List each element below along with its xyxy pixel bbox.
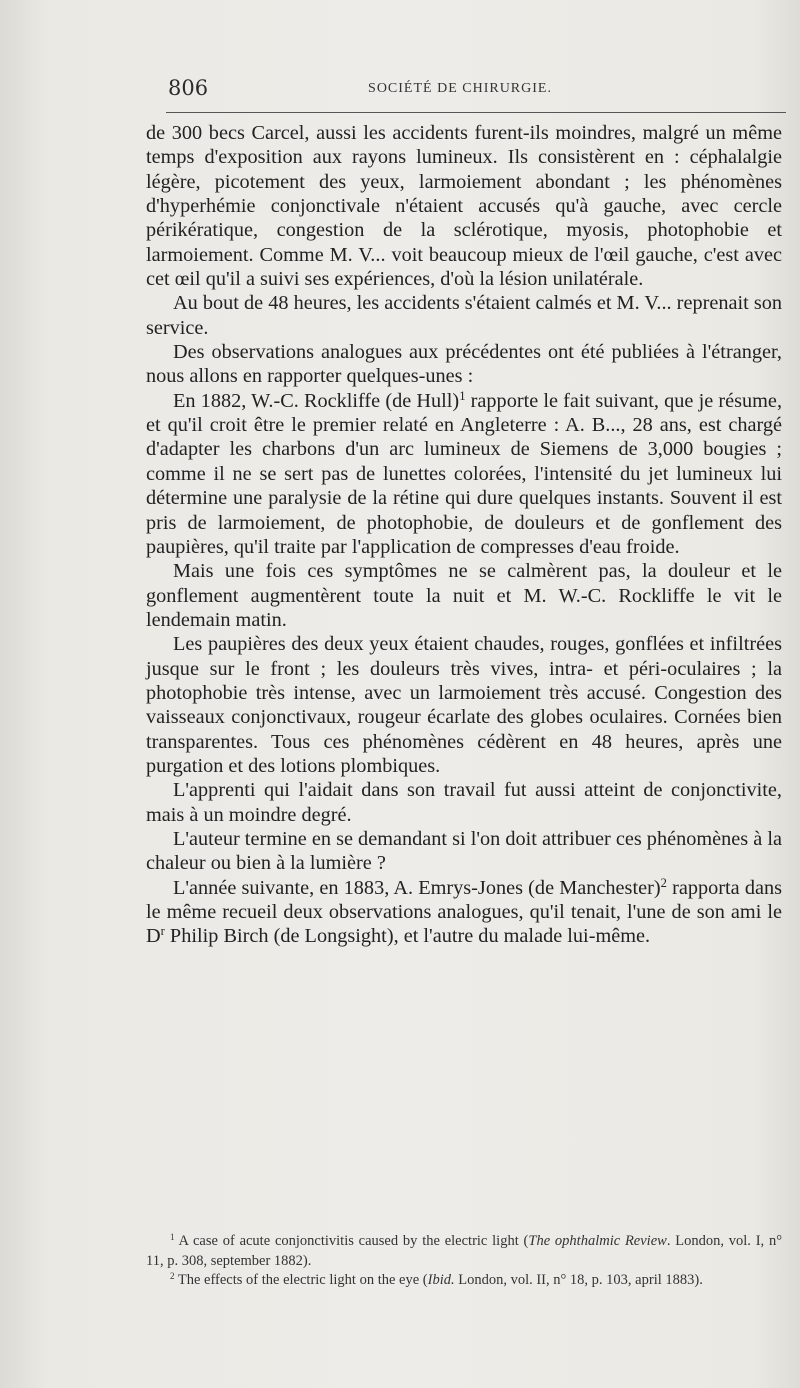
body-text xyxy=(146,121,782,949)
footnote-text: . London, vol. I, n° 11, p. 308, september 1882). xyxy=(146,1233,783,1269)
footnote-text: The effects of the electric light on the eye ( xyxy=(174,1272,428,1288)
page-header xyxy=(128,76,792,102)
footnote xyxy=(146,1232,782,1271)
header-rule xyxy=(166,112,786,113)
footnote-ref: 2 xyxy=(660,875,667,890)
paragraph: L'auteur termine en se demandant si l'on doit attribuer ces phénomènes à la chaleur ou bien à la lumière ? xyxy=(146,827,782,875)
footnote-ref: 1 xyxy=(459,388,466,403)
paragraph: Les paupières des deux yeux étaient chaudes, rouges, gonflées et infiltrées jusque sur le front ; les douleurs très vives, intra- et péri-oculaires ; la photophobie très intense, avec un larmoiement très accusé. Congestion des vaisseaux conjonctivaux, rougeur écarlate des globes oculaires. Cornées bien transparentes. Tous ces phénomènes cédèrent en 48 heures, après une purgation et des lotions plombiques. xyxy=(146,633,782,777)
running-head: SOCIÉTÉ DE CHIRURGIE. xyxy=(368,81,552,96)
footnote-text: A case of acute conjonctivitis caused by the electric light ( xyxy=(174,1233,529,1249)
footnote-text: London, vol. II, n° 18, p. 103, april 1883). xyxy=(454,1272,703,1288)
paragraph: Mais une fois ces symptômes ne se calmèrent pas, la douleur et le gonflement augmentèrent toute la nuit et M. W.-C. Rockliffe le vit le lendemain matin. xyxy=(146,560,782,631)
paragraph-text: rapporta dans le même recueil deux observations analogues, qu'il tenait, l'une de son ami le D xyxy=(146,876,782,948)
paragraph-text: L'année suivante, en 1883, A. Emrys-Jones (de Manchester) xyxy=(173,876,661,899)
paragraph: Au bout de 48 heures, les accidents s'étaient calmés et M. V... reprenait son service. xyxy=(146,292,782,339)
paragraph-text: Philip Birch (de Longsight), et l'autre du malade lui-même. xyxy=(164,925,651,948)
paragraph-text: rapporte le fait suivant, que je résume, et qu'il croit être le premier relaté en Angleterre : A. B..., 28 ans, est chargé d'adapter les charbons d'un arc lumineux de Siemens de 3,000 bougies ; comme il ne se sert pas de lunettes colorées, l'intensité du jet lumineux lui détermine une paralysie de la rétine qui dure quelques instants. Souvent il est pris de larmoiement, de photophobie, de douleurs et de gonflement des paupières, qu'il traite par l'application de compresses d'eau froide. xyxy=(146,389,783,558)
footnote-marker: 1 xyxy=(170,1232,175,1243)
footnote-journal: The ophthalmic Review xyxy=(528,1233,667,1249)
page-number: 806 xyxy=(168,76,209,100)
footnote xyxy=(146,1271,782,1291)
footnotes xyxy=(146,1232,782,1291)
paragraph: de 300 becs Carcel, aussi les accidents furent-ils moindres, malgré un même temps d'exposition aux rayons lumineux. Ils consistèrent en : céphalalgie légère, picotement des yeux, larmoiement abondant ; les phénomènes d'hyperhémie conjonctivale n'étaient accusés qu'à gauche, avec cercle périkératique, congestion de la sclérotique, myosis, photophobie et larmoiement. Comme M. V... voit beaucoup mieux de l'œil gauche, c'est avec cet œil qu'il a suivi ses expériences, d'où la lésion unilatérale. xyxy=(146,122,782,291)
paragraph: L'apprenti qui l'aidait dans son travail fut aussi atteint de conjonctivite, mais à un moindre degré. xyxy=(146,779,782,826)
paragraph xyxy=(146,876,782,949)
paragraph: Des observations analogues aux précédentes ont été publiées à l'étranger, nous allons en rapporter quelques-unes : xyxy=(146,341,782,388)
superscript: r xyxy=(160,924,165,939)
paragraph-text: En 1882, W.-C. Rockliffe (de Hull) xyxy=(173,389,460,412)
footnote-journal: Ibid. xyxy=(427,1272,455,1288)
footnote-marker: 2 xyxy=(170,1271,175,1282)
paragraph xyxy=(146,389,782,559)
